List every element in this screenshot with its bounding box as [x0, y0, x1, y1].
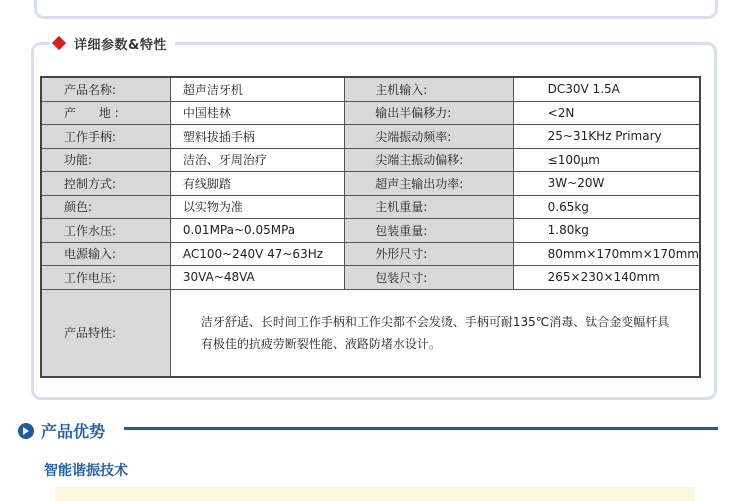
table-row — [41, 148, 700, 172]
spec-label: 产品名称: — [41, 77, 170, 101]
content-box — [55, 487, 695, 501]
spec-label: 包装重量: — [345, 219, 513, 243]
spec-value: AC100~240V 47~63Hz — [170, 242, 344, 266]
table-row — [41, 125, 700, 149]
table-row — [41, 195, 700, 219]
table-row — [41, 172, 700, 196]
section-divider — [193, 42, 698, 44]
top-panel-frame — [34, 0, 718, 19]
spec-label: 功能: — [41, 148, 170, 172]
spec-label: 产 地 : — [41, 101, 170, 125]
spec-value: <2N — [513, 101, 700, 125]
spec-value: 塑料拔插手柄 — [170, 125, 344, 149]
spec-label: 主机输入: — [345, 77, 513, 101]
advantage-subtitle: 智能谐振技术 — [44, 463, 128, 479]
spec-label: 超声主输出功率: — [345, 172, 513, 196]
spec-value: 0.65kg — [513, 195, 700, 219]
spec-label: 电源输入: — [41, 242, 170, 266]
feature-row — [41, 289, 700, 377]
spec-label: 尖端振动频率: — [345, 125, 513, 149]
advantage-divider — [124, 427, 718, 430]
spec-value: 以实物为准 — [170, 195, 344, 219]
spec-label: 工作电压: — [41, 266, 170, 290]
advantage-header — [18, 419, 105, 442]
spec-value: 1.80kg — [513, 219, 700, 243]
diamond-icon — [52, 36, 66, 50]
table-row — [41, 266, 700, 290]
spec-value: 0.01MPa~0.05MPa — [170, 219, 344, 243]
spec-label: 工作水压: — [41, 219, 170, 243]
table-row — [41, 77, 700, 101]
spec-value: ≤100μm — [513, 148, 700, 172]
spec-value: 中国桂林 — [170, 101, 344, 125]
spec-value: 有线脚踏 — [170, 172, 344, 196]
spec-label: 外形尺寸: — [345, 242, 513, 266]
spec-label: 工作手柄: — [41, 125, 170, 149]
feature-text: 洁牙舒适、长时间工作手柄和工作尖都不会发烫、手柄可耐135℃消毒、钛合金变幅杆具有极佳的抗疲劳断裂性能、液路防堵水设计。 — [170, 289, 700, 377]
play-circle-icon — [18, 423, 34, 439]
spec-value: DC30V 1.5A — [513, 77, 700, 101]
spec-value: 超声洁牙机 — [170, 77, 344, 101]
spec-label: 输出半偏移力: — [345, 101, 513, 125]
spec-label: 包装尺寸: — [345, 266, 513, 290]
spec-value: 洁治、牙周治疗 — [170, 148, 344, 172]
spec-value: 25~31KHz Primary — [513, 125, 700, 149]
spec-label: 颜色: — [41, 195, 170, 219]
spec-value: 265×230×140mm — [513, 266, 700, 290]
table-row — [41, 101, 700, 125]
spec-value: 30VA~48VA — [170, 266, 344, 290]
feature-label: 产品特性: — [41, 289, 170, 377]
spec-label: 控制方式: — [41, 172, 170, 196]
table-row — [41, 242, 700, 266]
section-title: 详细参数&特性 — [74, 37, 167, 53]
advantage-title: 产品优势 — [41, 422, 106, 441]
table-row — [41, 219, 700, 243]
spec-value: 80mm×170mm×170mm — [513, 242, 700, 266]
spec-label: 主机重量: — [345, 195, 513, 219]
spec-value: 3W~20W — [513, 172, 700, 196]
section-header — [50, 33, 175, 53]
spec-table — [40, 76, 701, 378]
spec-label: 尖端主振动偏移: — [345, 148, 513, 172]
